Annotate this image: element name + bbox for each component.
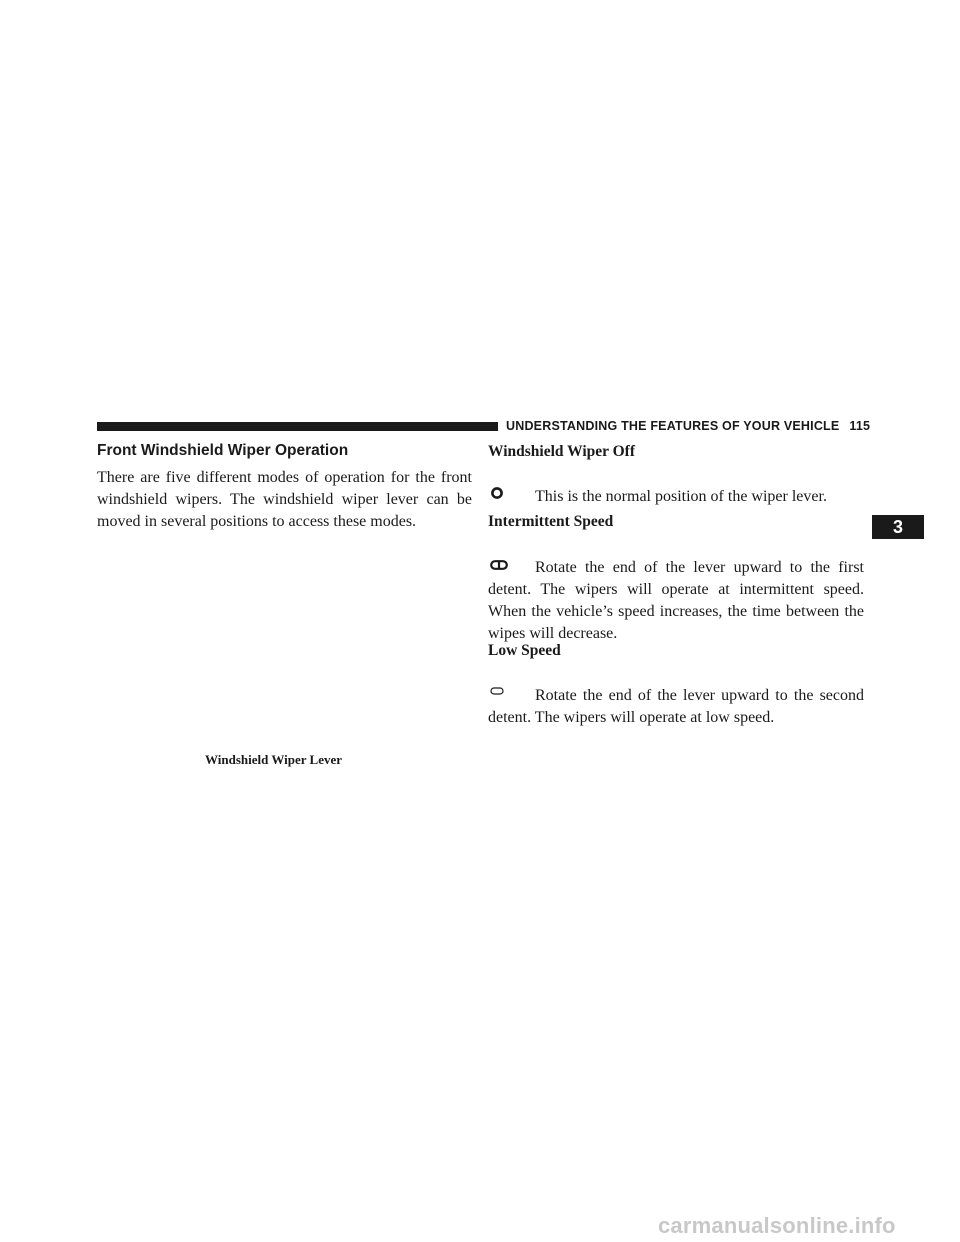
header-rule bbox=[97, 422, 489, 431]
watermark: carmanualsonline.info bbox=[658, 1213, 896, 1238]
figure-caption: Windshield Wiper Lever bbox=[205, 752, 343, 767]
intermittent-speed-description: Rotate the end of the lever upward to the first detent. The wipers will operate at intermittent speed. When the vehicle’s speed increases, the time between the wipes will decrease. bbox=[488, 559, 864, 642]
header-rule-marker bbox=[489, 422, 498, 431]
running-header-title: UNDERSTANDING THE FEATURES OF YOUR VEHICLE bbox=[506, 419, 840, 433]
heading-low-speed: Low Speed bbox=[488, 642, 561, 659]
page-number: 115 bbox=[849, 419, 871, 433]
section-heading: Front Windshield Wiper Operation bbox=[97, 442, 349, 459]
heading-wiper-off: Windshield Wiper Off bbox=[488, 443, 636, 460]
wiper-off-description: This is the normal position of the wiper lever. bbox=[535, 488, 827, 505]
chapter-tab: 3 bbox=[872, 515, 924, 539]
heading-intermittent-speed: Intermittent Speed bbox=[488, 513, 614, 530]
running-header bbox=[506, 419, 870, 433]
low-speed-description: Rotate the end of the lever upward to the second detent. The wipers will operate at low speed. bbox=[488, 687, 864, 726]
intro-paragraph: There are five different modes of operation for the front windshield wipers. The windshield wiper lever can be moved in several positions to access these modes. bbox=[97, 469, 472, 530]
